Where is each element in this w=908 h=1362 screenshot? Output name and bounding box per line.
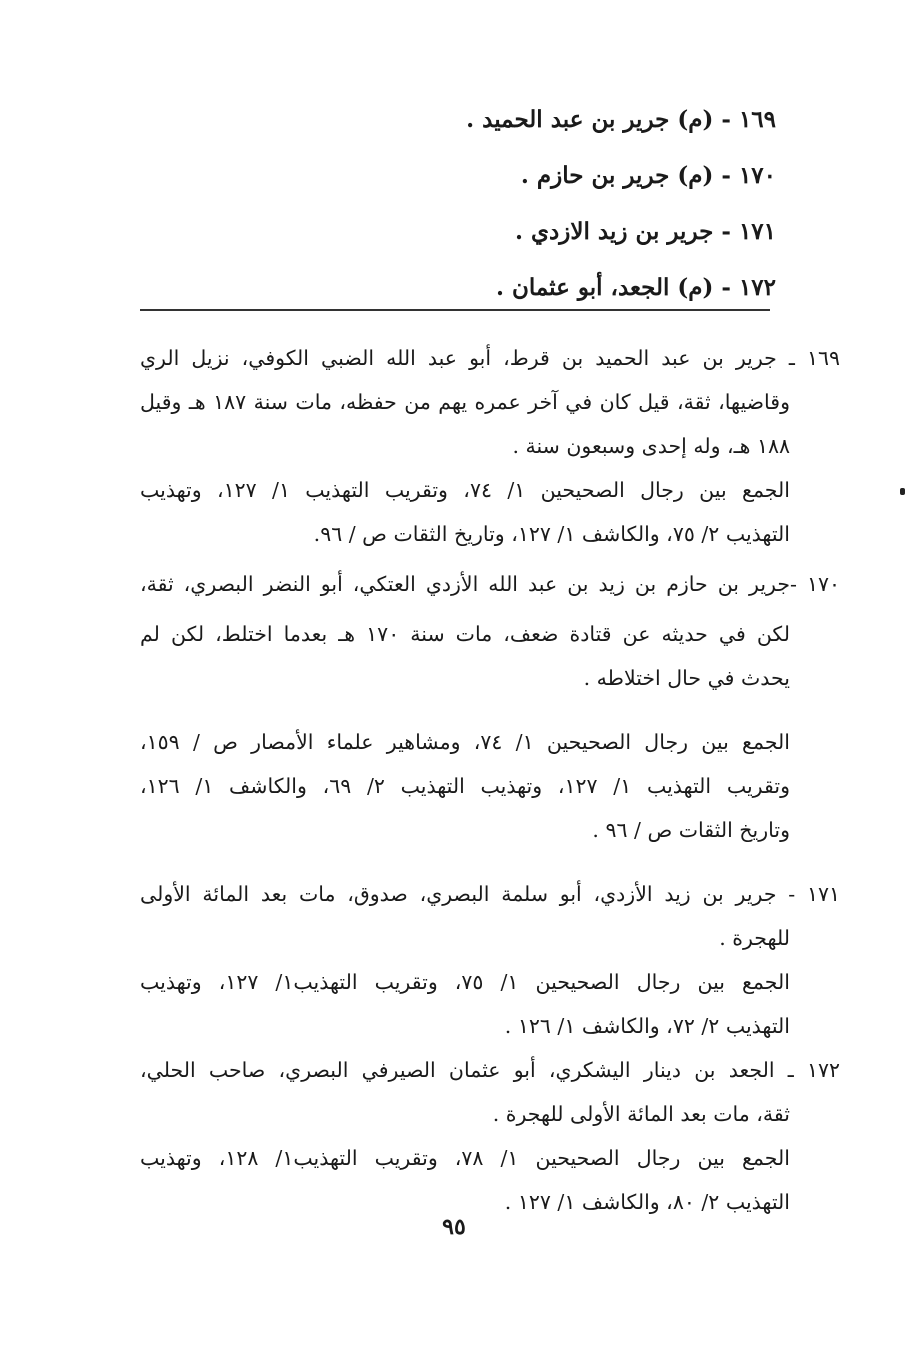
bio-line: ١٧٠ -جرير بن حازم بن زيد بن عبد الله الأزدي العتكي، أبو النضر البصري، ثقة، [140, 572, 840, 596]
bio-line: ١٨٨ هـ، وله إحدى وسبعون سنة . [512, 434, 790, 458]
reference-line: وتقريب التهذيب ١/ ١٢٧، وتهذيب التهذيب ٢/ ٦٩، والكاشف ١/ ١٢٦، [140, 774, 790, 798]
bio-line: ١٧٢ ـ الجعد بن دينار اليشكري، أبو عثمان الصيرفي البصري، صاحب الحلي، [140, 1058, 840, 1082]
footnote-171 [140, 872, 840, 1048]
bio-line: يحدث في حال اختلاطه . [583, 666, 790, 690]
header-entry: ١٧٠ - (م) جرير بن حازم . [520, 162, 776, 189]
scan-speck [900, 488, 905, 495]
reference-line: التهذيب ٢/ ٧٥، والكاشف ١/ ١٢٧، وتاريخ الثقات ص / ٩٦. [313, 522, 790, 546]
reference-line: وتاريخ الثقات ص / ٩٦ . [592, 818, 790, 842]
page-number: ٩٥ [442, 1214, 466, 1240]
reference-line: الجمع بين رجال الصحيحين ١/ ٧٥، وتقريب التهذيب١/ ١٢٧، وتهذيب [140, 970, 790, 994]
header-entry: ١٦٩ - (م) جرير بن عبد الحميد . [466, 106, 776, 133]
footnote-divider [140, 309, 770, 311]
reference-line: الجمع بين رجال الصحيحين ١/ ٧٤، وتقريب التهذيب ١/ ١٢٧، وتهذيب [140, 478, 790, 502]
bio-line: للهجرة . [719, 926, 790, 950]
bio-line: ١٦٩ ـ جرير بن عبد الحميد بن قرط، أبو عبد الله الضبي الكوفي، نزيل الري [140, 346, 840, 370]
reference-line: الجمع بين رجال الصحيحين ١/ ٧٤، ومشاهير علماء الأمصار ص / ١٥٩، [140, 730, 790, 754]
reference-line: الجمع بين رجال الصحيحين ١/ ٧٨، وتقريب التهذيب١/ ١٢٨، وتهذيب [140, 1146, 790, 1170]
reference-line: التهذيب ٢/ ٨٠، والكاشف ١/ ١٢٧ . [504, 1190, 790, 1214]
reference-line: التهذيب ٢/ ٧٢، والكاشف ١/ ١٢٦ . [504, 1014, 790, 1038]
footnote-169 [140, 336, 840, 556]
header-entry-list [136, 92, 776, 316]
bio-line: وقاضيها، ثقة، قيل كان في آخر عمره يهم من حفظه، مات سنة ١٨٧ هـ وقيل [140, 390, 791, 414]
footnotes [140, 336, 840, 1224]
footnote-172 [140, 1048, 840, 1224]
footnote-170 [140, 562, 840, 852]
bio-line: ثقة، مات بعد المائة الأولى للهجرة . [492, 1102, 790, 1126]
bio-line: ١٧١ - جرير بن زيد الأزدي، أبو سلمة البصري، صدوق، مات بعد المائة الأولى [140, 882, 840, 906]
header-entry: ١٧١ - جرير بن زيد الازدي . [514, 218, 776, 245]
bio-line: لكن في حديثه عن قتادة ضعف، مات سنة ١٧٠ هـ بعدما اختلط، لكن لم [140, 622, 790, 646]
header-entry: ١٧٢ - (م) الجعد، أبو عثمان . [495, 274, 776, 301]
